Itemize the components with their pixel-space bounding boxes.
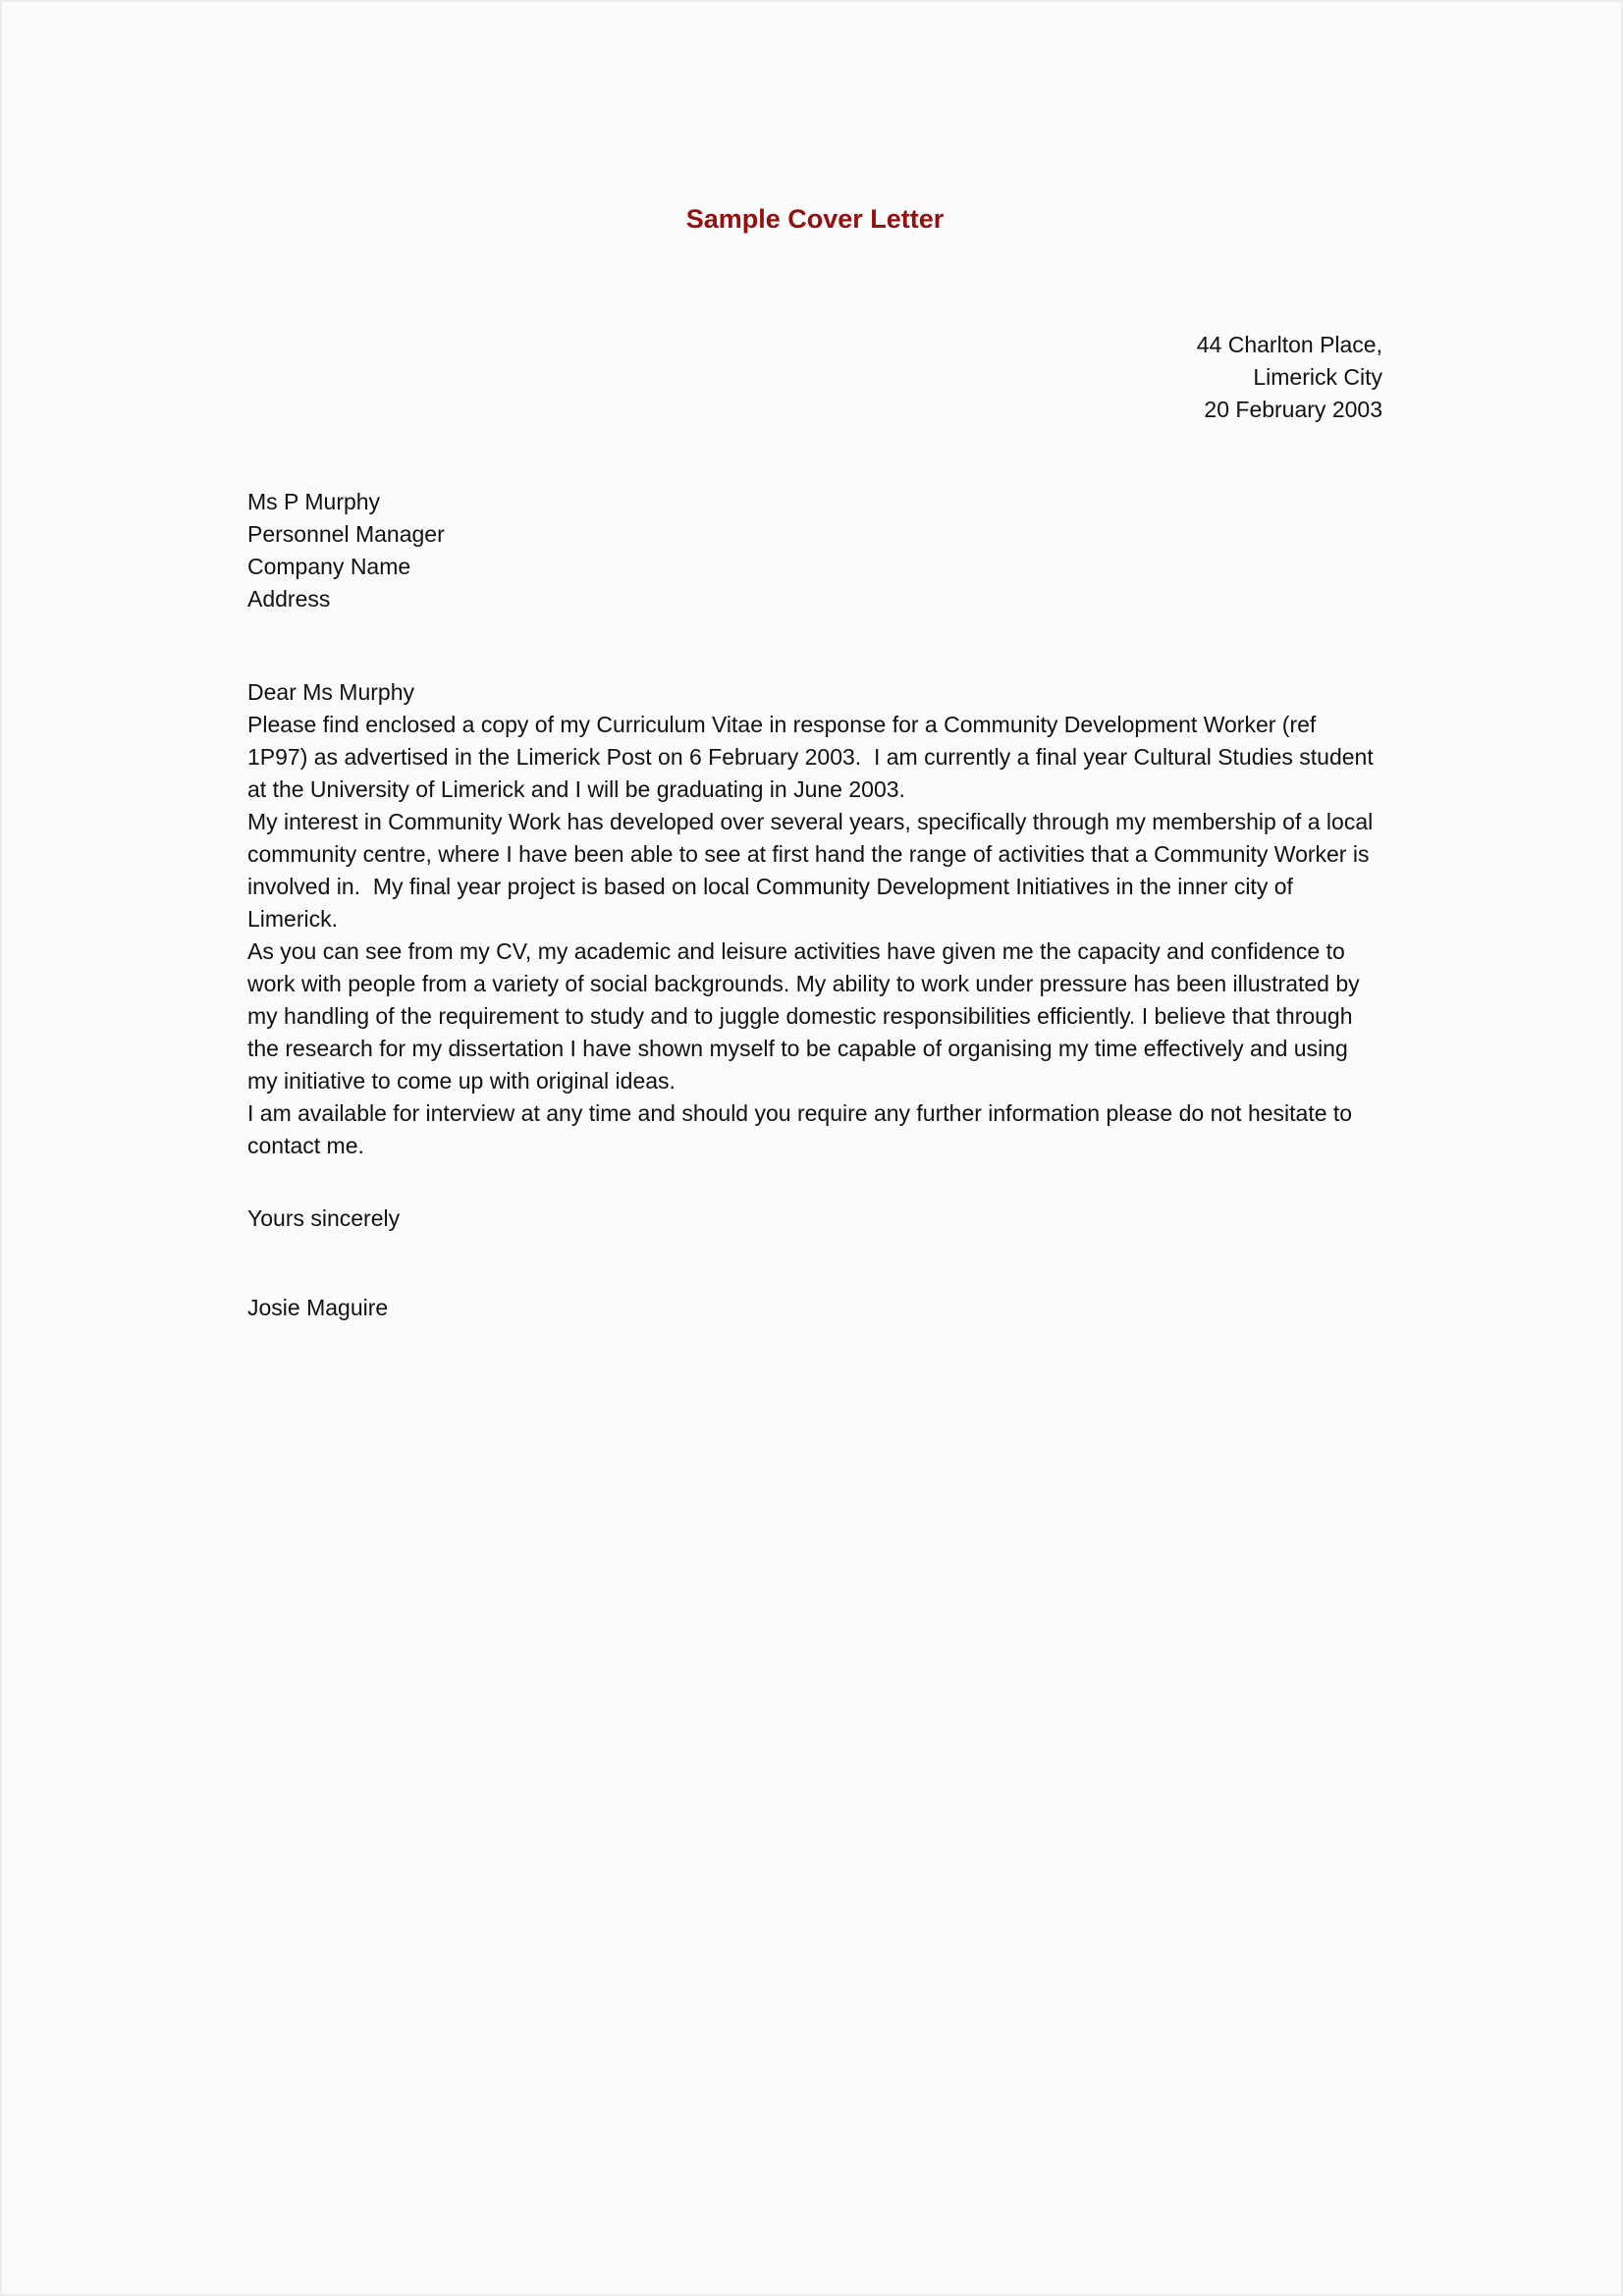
sender-date-line: 20 February 2003	[1204, 397, 1382, 422]
recipient-address-block	[247, 486, 1382, 615]
recipient-name-line: Ms P Murphy	[247, 489, 381, 514]
page-title: Sample Cover Letter	[685, 204, 945, 234]
valediction: Yours sincerely	[247, 1205, 401, 1231]
signature-name: Josie Maguire	[247, 1295, 389, 1320]
sender-address-line: Limerick City	[1253, 364, 1382, 390]
body-paragraph: As you can see from my CV, my academic and leisure activities have given me the capacity and confidence to work with people from a variety of social backgrounds. My ability to work under pressure has been illustrated by my handling of the requirement to study and to juggle domestic responsibilities efficiently. I believe that through the research for my dissertation I have shown myself to be capable of organising my time effectively and using my initiative to come up with original ideas.	[247, 938, 1367, 1094]
sender-address-line: 44 Charlton Place,	[1196, 332, 1382, 357]
body-paragraph: Please find enclosed a copy of my Curriculum Vitae in response for a Community Development Worker (ref 1P97) as advertised in the Limerick Post on 6 February 2003. I am currently a final year Cultural Studies student at the University of Limerick and I will be graduating in June 2003.	[247, 712, 1380, 802]
recipient-company-line: Company Name	[247, 554, 411, 579]
salutation: Dear Ms Murphy	[247, 679, 414, 705]
recipient-title-line: Personnel Manager	[247, 521, 445, 547]
body-paragraph: I am available for interview at any time and should you require any further information please do not hesitate to contact me.	[247, 1100, 1359, 1158]
recipient-address-line: Address	[247, 586, 331, 612]
body-paragraph: My interest in Community Work has developed over several years, specifically through my membership of a local community centre, where I have been able to see at first hand the range of activities that a Community Worker is involved in. My final year project is based on local Community Development Initiatives in the inner city of Limerick.	[247, 809, 1380, 932]
sender-address-block	[247, 329, 1382, 426]
